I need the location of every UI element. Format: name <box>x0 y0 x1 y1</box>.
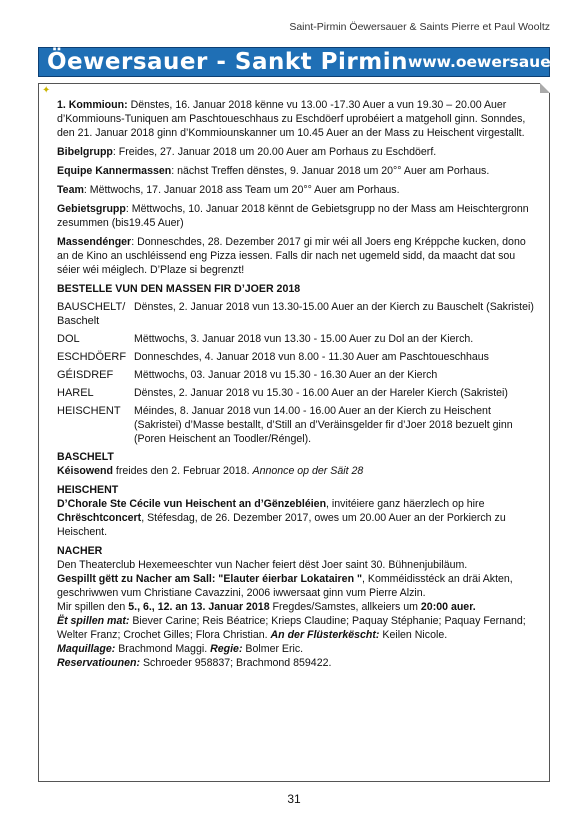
bestelle-text: Donneschdes, 4. Januar 2018 vun 8.00 - 11.30 Auer am Paschtoueschhaus <box>134 351 489 363</box>
gebietsgrupp-label: Gebietsgrupp <box>57 203 126 215</box>
nacher-makeup-label: Maquillage: <box>57 643 116 655</box>
pin-icon: ✦ <box>42 85 51 96</box>
nacher-dates-intro: Mir spillen den <box>57 601 129 613</box>
bibelgrupp-text: : Freides, 27. Januar 2018 um 20.00 Auer am Porhaus zu Eschdöerf. <box>112 146 437 158</box>
nacher-section <box>57 544 535 670</box>
nacher-play-label: Gespillt gëtt zu Nacher am Sall: <box>57 573 216 585</box>
nacher-intro: Den Theaterclub Hexemeeschter vun Nacher feiert dëst Joer saint 30. Bühnenjubiläum. <box>57 559 468 571</box>
nacher-director-label: Regie: <box>210 643 243 655</box>
bestelle-place: GÉISDREF <box>57 369 114 381</box>
masthead-url[interactable]: www.oewersauer.lu <box>408 53 579 71</box>
massendenger-notice <box>57 235 535 277</box>
bestelle-place: BAUSCHELT/ Baschelt <box>57 301 126 327</box>
kommioun-text: Dënstes, 16. Januar 2018 kënne vu 13.00 -17.30 Auer a vun 19.30 – 20.00 Auer d’Kommiouns-Tuniquen am Paschtoueschhaus zu Eschdöerf uprobéiert a matgeholl ginn. Sonndes, den 21. Januar 2018 ginn d’Kommiounskanner um 10.45 Auer an der Mass zu Heischent virgestallt. <box>57 99 526 139</box>
baschelt-heading: BASCHELT <box>57 451 114 463</box>
bestelle-row <box>57 332 535 346</box>
nacher-reservations: Schroeder 958837; Brachmond 859422. <box>140 657 332 669</box>
bestelle-row <box>57 386 535 400</box>
nacher-director: Bolmer Eric. <box>242 643 304 655</box>
running-head: Saint-Pirmin Öewersauer & Saints Pierre et Paul Wooltz <box>289 21 550 33</box>
bestelle-row <box>57 404 535 446</box>
bestelle-place: HEISCHENT <box>57 405 121 417</box>
team-text: : Mëttwochs, 17. Januar 2018 ass Team um 20°° Auer am Porhaus. <box>83 184 400 196</box>
bestelle-place: DOL <box>57 333 80 345</box>
bestelle-heading: BESTELLE VUN DEN MASSEN FIR D’JOER 2018 <box>57 283 301 295</box>
baschelt-note: Annonce op der Säit 28 <box>252 465 364 477</box>
baschelt-section <box>57 450 535 478</box>
nacher-dates: 5., 6., 12. an 13. Januar 2018 <box>128 601 270 613</box>
nacher-cast: Biever Carine; Reis Béatrice; Krieps Claudine; Paquay Stéphanie; Paquay Fernand; Welter Franz; Crochet Gilles; Flora Christian. <box>57 615 526 641</box>
bestelle-list <box>57 300 535 446</box>
massendenger-text: : Donneschdes, 28. Dezember 2017 gi mir wéi all Joers eng Kréppche kucken, dono an de Kino an uschléissend eng Pizza iessen. Falls dir nach net ugemeld sidd, da maacht dat sou séier wéi méiglech. D’Plaze si begrenzt! <box>57 236 526 276</box>
team-label: Team <box>57 184 84 196</box>
folded-corner <box>540 83 550 93</box>
bestelle-text: Méindes, 8. Januar 2018 vun 14.00 - 16.00 Auer an der Kierch zu Heischent (Sakristei) d’Masse bestallt, d’Still an d’Veräinsgelder fir d’Joer 2018 bezuelt ginn (Poren Heischent an Toodler/Réngel). <box>134 405 513 445</box>
team-notice <box>57 183 535 197</box>
page-number: 31 <box>287 792 301 806</box>
equipe-label: Equipe Kannermassen <box>57 165 172 177</box>
masthead-banner <box>38 47 579 77</box>
bestelle-text: Dënstes, 2. Januar 2018 vu 15.30 - 16.00 Auer an der Hareler Kierch (Sakristei) <box>134 387 508 399</box>
bestelle-text: Mëttwochs, 3. Januar 2018 vun 13.30 - 15.00 Auer zu Dol an der Kierch. <box>134 333 474 345</box>
bestelle-place: ESCHDÖERF <box>57 351 127 363</box>
equipe-notice <box>57 164 535 178</box>
nacher-time: 20:00 auer. <box>420 601 476 613</box>
bestelle-place: HAREL <box>57 387 94 399</box>
heischent-choir: D’Chorale Ste Cécile vun Heischent an d’Gënzebléien <box>57 498 327 510</box>
masthead-title: Öewersauer - Sankt Pirmin <box>47 49 408 75</box>
bibelgrupp-notice <box>57 145 535 159</box>
bulletin-content <box>57 98 535 675</box>
bestelle-row <box>57 300 535 328</box>
nacher-makeup: Brachmond Maggi. <box>115 643 211 655</box>
nacher-cast-label: Ët spillen mat: <box>57 615 130 627</box>
massendenger-label: Massendénger <box>57 236 132 248</box>
gebietsgrupp-notice <box>57 202 535 230</box>
heischent-heading: HEISCHENT <box>57 484 119 496</box>
baschelt-text: freides den 2. Februar 2018. <box>112 465 253 477</box>
nacher-heading: NACHER <box>57 545 103 557</box>
heischent-text1: , invitéiere ganz häerzlech op hire <box>326 498 485 510</box>
bestelle-row <box>57 350 535 364</box>
gebietsgrupp-text: : Mëttwochs, 10. Januar 2018 kënnt de Gebietsgrupp no der Mass am Heischtergronn zesummen (bis19.45 Auer) <box>57 203 529 229</box>
bestelle-text: Mëttwochs, 03. Januar 2018 vu 15.30 - 16.30 Auer an der Kierch <box>134 369 438 381</box>
bestelle-text: Dënstes, 2. Januar 2018 vun 13.30-15.00 Auer an der Kierch zu Bauschelt (Sakristei) <box>134 301 534 313</box>
nacher-prompter-label: An der Flüsterkëscht: <box>270 629 380 641</box>
heischent-concert: Chrëschtconcert <box>57 512 142 524</box>
nacher-dates-mid: Fregdes/Samstes, allkeiers um <box>269 601 421 613</box>
nacher-play-title: "Elauter éierbar Lokatairen " <box>215 573 363 585</box>
nacher-reservations-label: Reservatiounen: <box>57 657 141 669</box>
kommioun-label: 1. Kommioun: <box>57 99 128 111</box>
heischent-text2: , Stéfesdag, de 26. Dezember 2017, owes um 20.00 Auer an der Porkierch zu Heischent. <box>57 512 506 538</box>
kommioun-notice <box>57 98 535 140</box>
heischent-section <box>57 483 535 539</box>
nacher-prompter: Keilen Nicole. <box>379 629 448 641</box>
equipe-text: : nächst Treffen dënstes, 9. Januar 2018 um 20°° Auer am Porhaus. <box>171 165 490 177</box>
baschelt-label: Kéisowend <box>57 465 113 477</box>
bestelle-row <box>57 368 535 382</box>
nacher-play-text: , Komméidisstéck an dräi Akten, geschriwwen vum Christiane Cavazzini, 2006 iwwersaat ginn vum Pierre Alzin. <box>57 573 513 599</box>
bibelgrupp-label: Bibelgrupp <box>57 146 113 158</box>
